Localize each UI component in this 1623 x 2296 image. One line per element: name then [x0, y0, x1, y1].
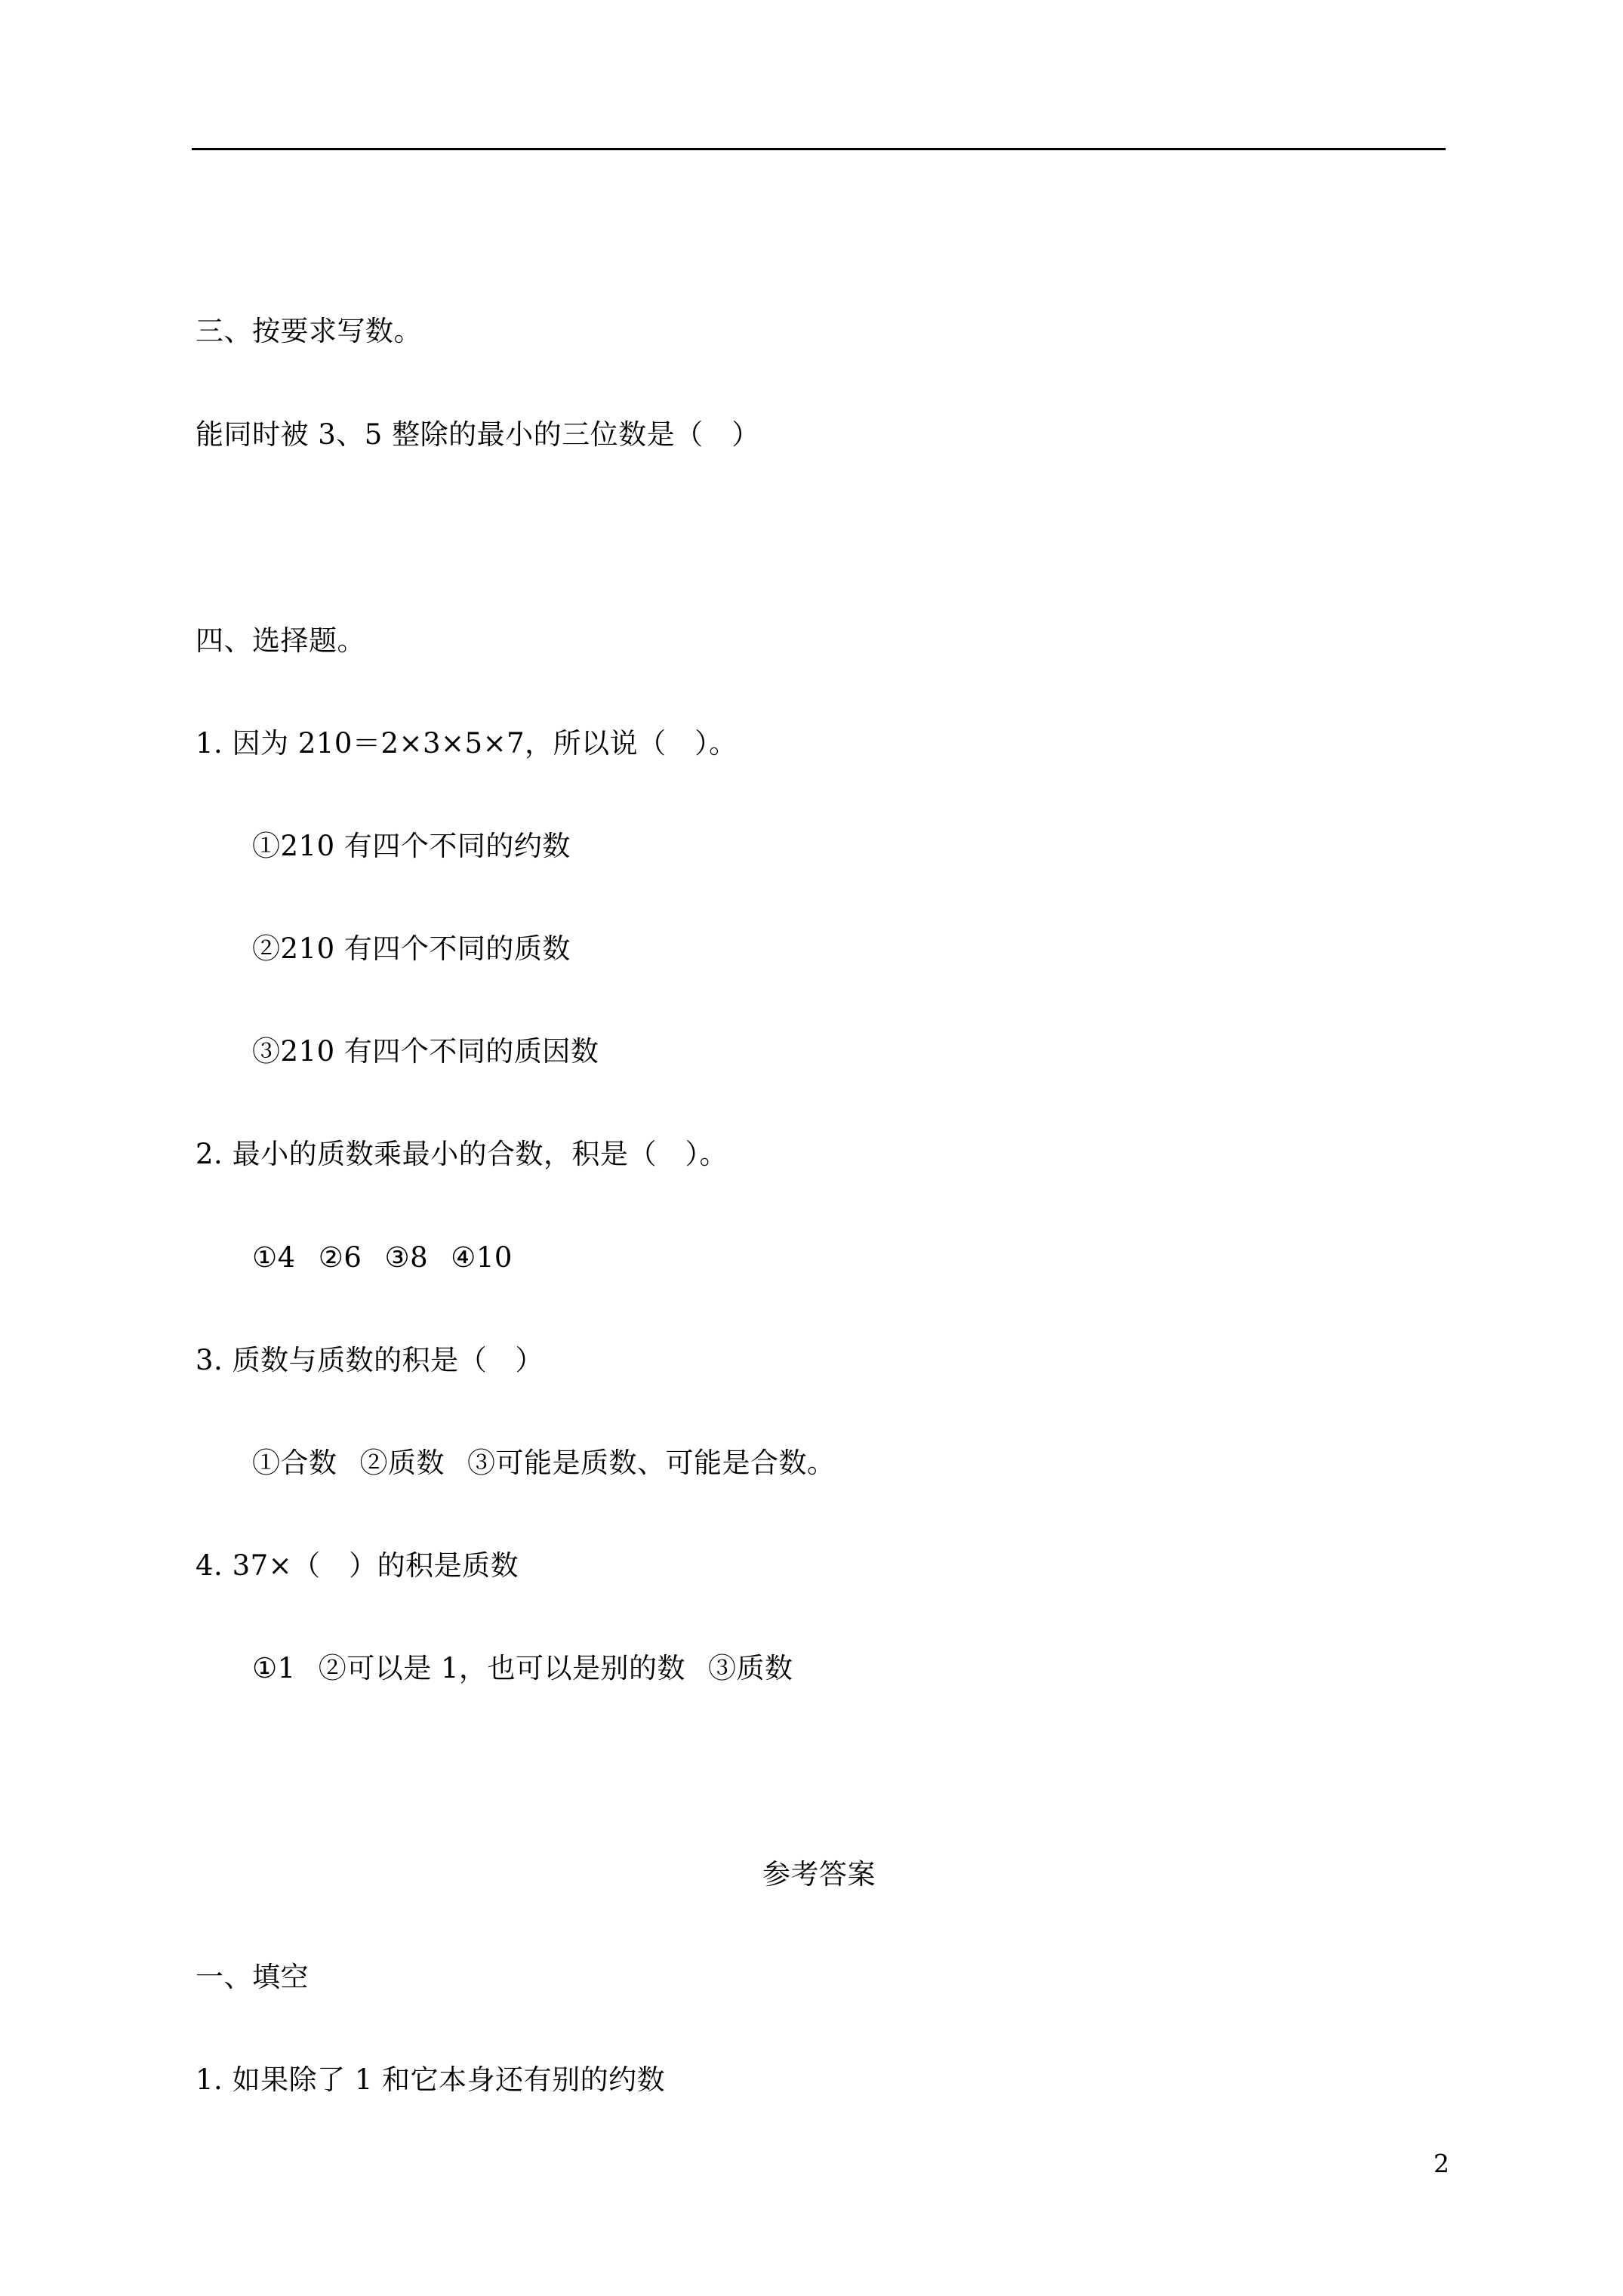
page-number: 2	[1434, 2149, 1449, 2178]
question-4-options	[252, 1651, 793, 1686]
question-3-option-1: ①合数	[252, 1447, 337, 1479]
answers-title: 参考答案	[762, 1858, 876, 1891]
section-3-heading: 三、按要求写数。	[196, 315, 422, 347]
question-2-stem: 2. 最小的质数乘最小的合数，积是（ ）。	[196, 1138, 728, 1170]
section-4-heading: 四、选择题。	[196, 624, 365, 657]
question-4-option-3: ③质数	[708, 1652, 793, 1684]
question-1-option-1: ①210 有四个不同的约数	[252, 830, 571, 862]
question-2-option-2: ②6	[318, 1241, 362, 1274]
answers-section-1-heading: 一、填空	[196, 1961, 309, 1993]
question-4-option-2: ②可以是 1，也可以是别的数	[318, 1652, 686, 1684]
question-1-option-2: ②210 有四个不同的质数	[252, 932, 571, 965]
question-2-options	[252, 1240, 513, 1275]
question-4-option-1: ①1	[252, 1652, 296, 1684]
question-3-option-2: ②质数	[359, 1447, 445, 1479]
question-1-option-3: ③210 有四个不同的质因数	[252, 1035, 599, 1068]
question-1-stem: 1. 因为 210＝2×3×5×7，所以说（ ）。	[196, 727, 738, 760]
section-3-question: 能同时被 3、5 整除的最小的三位数是（ ）	[196, 418, 760, 451]
question-2-option-3: ③8	[384, 1241, 429, 1274]
answers-item-1: 1. 如果除了 1 和它本身还有别的约数	[196, 2063, 666, 2096]
question-3-option-3: ③可能是质数、可能是合数。	[467, 1447, 836, 1479]
question-4-stem: 4. 37×（ ）的积是质数	[196, 1549, 519, 1582]
question-2-option-4: ④10	[451, 1241, 513, 1274]
question-3-options	[252, 1446, 836, 1481]
header-rule	[192, 148, 1446, 150]
question-2-option-1: ①4	[252, 1241, 296, 1274]
question-3-stem: 3. 质数与质数的积是（ ）	[196, 1344, 544, 1376]
